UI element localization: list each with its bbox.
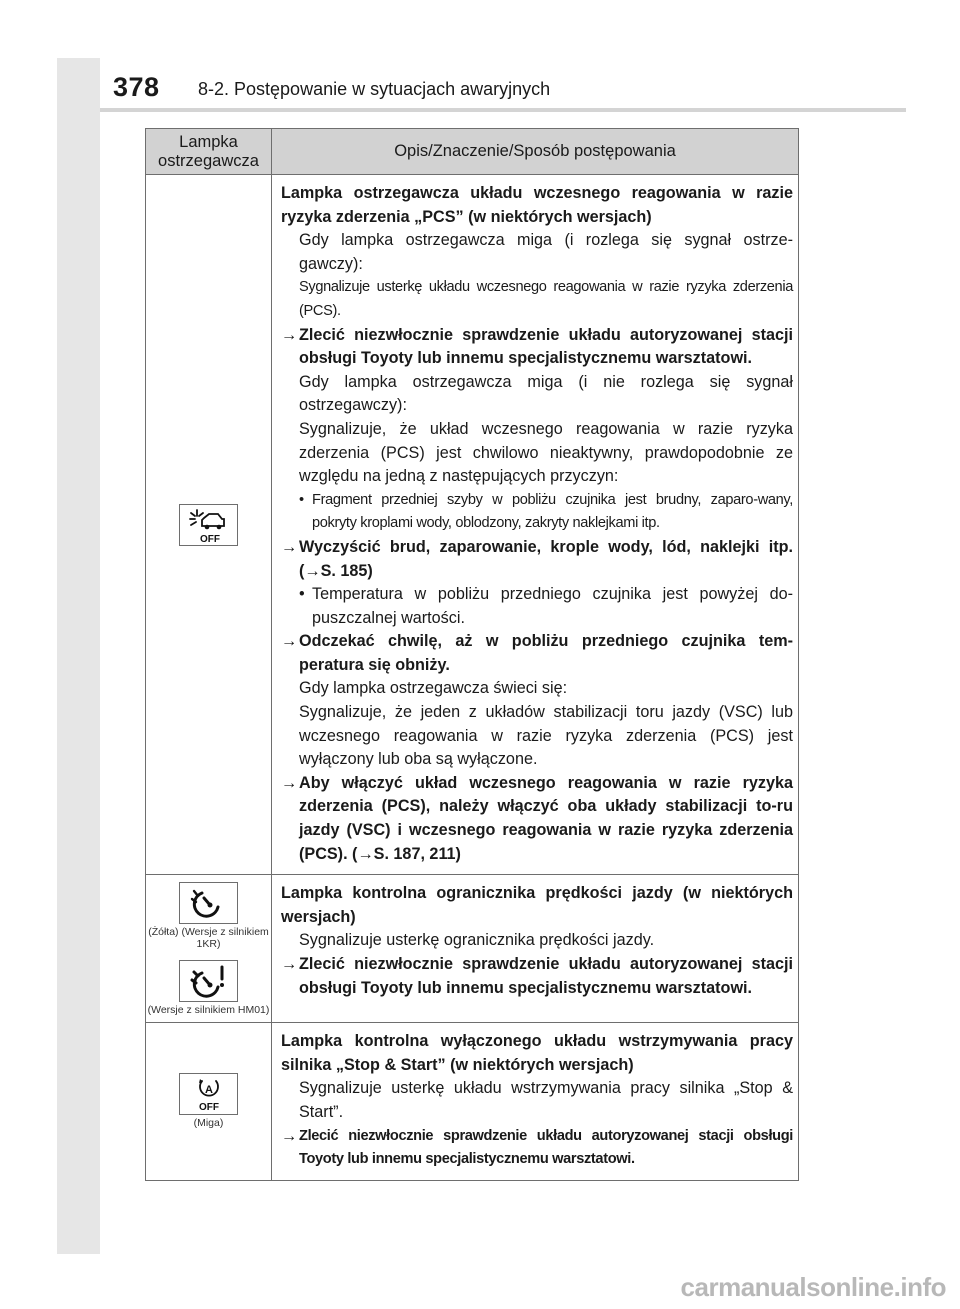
column-header-description: Opis/Znaczenie/Sposób postępowania	[272, 129, 799, 175]
action-text: Wyczyścić brud, zaparowanie, krople wody, lód, naklejki itp. (	[299, 537, 793, 580]
bullet-text: Fragment przedniej szyby w pobliżu czujnika jest brudny, zaparo-wany, pokryty kroplami wody, oblodzony, zakryty naklejkami itp.	[312, 491, 793, 532]
item-title: Lampka kontrolna ogranicznika prędkości jazdy (w niektórych wersjach)	[281, 884, 793, 926]
table-row	[146, 1023, 799, 1181]
action-text: Zlecić niezwłocznie sprawdzenie układu autoryzowanej stacji obsługi Toyoty lub innemu specjalistycznemu warsztatowi.	[299, 325, 793, 368]
bullet-icon: •	[299, 585, 305, 604]
bullet-item	[281, 583, 793, 630]
bullet-item	[281, 489, 793, 536]
arrow-icon: →	[281, 1126, 298, 1145]
action-item	[281, 536, 793, 583]
icon-cell	[146, 175, 272, 875]
icon-caption: (Miga)	[193, 1117, 224, 1130]
icon-cell	[146, 1023, 272, 1181]
arrow-icon: →	[281, 955, 298, 973]
action-item	[281, 324, 793, 371]
action-text: Zlecić niezwłocznie sprawdzenie układu autoryzowanej stacji obsługi Toyoty lub innemu specjalistycznemu warsztatowi.	[299, 1127, 793, 1168]
paragraph: Sygnalizuje usterkę ogranicznika prędkości jazdy.	[299, 931, 655, 950]
page-reference: S. 185)	[320, 561, 373, 580]
item-title: Lampka ostrzegawcza układu wczesnego reagowania w razie ryzyka zderzenia „PCS” (w niektórych wersjach)	[281, 184, 793, 226]
speed-limiter-icon	[179, 882, 238, 924]
paragraph: Sygnalizuje, że jeden z układów stabilizacji toru jazdy (VSC) lub wczesnego reagowania w razie ryzyka zderzenia (PCS) jest wyłączony lub oba są wyłączone.	[299, 703, 793, 769]
action-item	[281, 953, 793, 1000]
icon-caption: (Wersje z silnikiem HM01)	[147, 1003, 270, 1016]
paragraph: Sygnalizuje, że układ wczesnego reagowania w razie ryzyka zderzenia (PCS) jest chwilowo nieaktywny, prawdopodobnie ze względu na jedną z następujących przyczyn:	[299, 419, 793, 486]
bullet-icon: •	[299, 491, 304, 508]
table-row	[146, 875, 799, 1023]
speed-limiter-alt-icon	[179, 960, 238, 1002]
action-text: Zlecić niezwłocznie sprawdzenie układu autoryzowanej stacji obsługi Toyoty lub innemu specjalistycznemu warsztatowi.	[299, 955, 793, 997]
paragraph: Gdy lampka ostrzegawcza miga (i nie rozlega się sygnał ostrzegawczy):	[299, 372, 793, 415]
paragraph: Gdy lampka ostrzegawcza świeci się:	[299, 679, 568, 698]
action-text: Aby włączyć układ wczesnego reagowania w razie ryzyka zderzenia (PCS), należy włączyć oba układy stabilizacji to-ru jazdy (VSC) i wczesnego reagowania w razie ryzyka zderzenia (PCS). (	[299, 773, 793, 863]
description-cell	[272, 175, 799, 875]
action-item	[281, 772, 793, 866]
section-title: 8-2. Postępowanie w sytuacjach awaryjnych	[198, 79, 551, 99]
arrow-icon: →	[281, 632, 298, 651]
watermark: carmanualsonline.info	[680, 1272, 946, 1302]
column-header-light: Lampka ostrzegawcza	[146, 129, 272, 175]
paragraph: Sygnalizuje usterkę układu wstrzymywania pracy silnika „Stop & Start”.	[299, 1079, 793, 1121]
icon-caption: (Żółta) (Wersje z silnikiem 1KR)	[148, 925, 269, 950]
paragraph: Gdy lampka ostrzegawcza miga (i rozlega się sygnał ostrze-gawczy):	[299, 231, 793, 273]
arrow-icon: →	[281, 773, 298, 792]
description-cell	[272, 1023, 799, 1181]
arrow-icon: →	[281, 537, 298, 556]
action-text: Odczekać chwilę, aż w pobliżu przedniego czujnika tem-peratura się obniży.	[299, 632, 793, 674]
item-title: Lampka kontrolna wyłączonego układu wstrzymywania pracy silnika „Stop & Start” (w niektórych wersjach)	[281, 1032, 793, 1074]
stop-start-icon-off-label: OFF	[199, 1102, 219, 1114]
arrow-icon: →	[357, 844, 374, 863]
page-number: 378	[113, 72, 160, 102]
stop-start-off-icon	[179, 1073, 238, 1115]
header-rule	[100, 108, 906, 112]
page-side-band	[57, 58, 100, 1254]
warning-light-table	[145, 128, 799, 1181]
pcs-off-icon	[179, 504, 238, 546]
icon-cell	[146, 875, 272, 1023]
paragraph: Sygnalizuje usterkę układu wczesnego reagowania w razie ryzyka zderzenia (PCS).	[299, 279, 793, 319]
page-reference: S. 187, 211)	[373, 844, 461, 863]
stop-start-icon-letter: A	[205, 1084, 213, 1097]
arrow-icon: →	[304, 561, 321, 580]
action-item	[281, 630, 793, 677]
table-header-row	[146, 129, 799, 175]
table-row	[146, 175, 799, 875]
bullet-text: Temperatura w pobliżu przedniego czujnika jest powyżej do-puszczalnej wartości.	[312, 585, 793, 627]
pcs-icon-off-label: OFF	[200, 533, 220, 545]
action-item	[281, 1125, 793, 1172]
arrow-icon: →	[281, 325, 298, 344]
description-cell	[272, 875, 799, 1023]
